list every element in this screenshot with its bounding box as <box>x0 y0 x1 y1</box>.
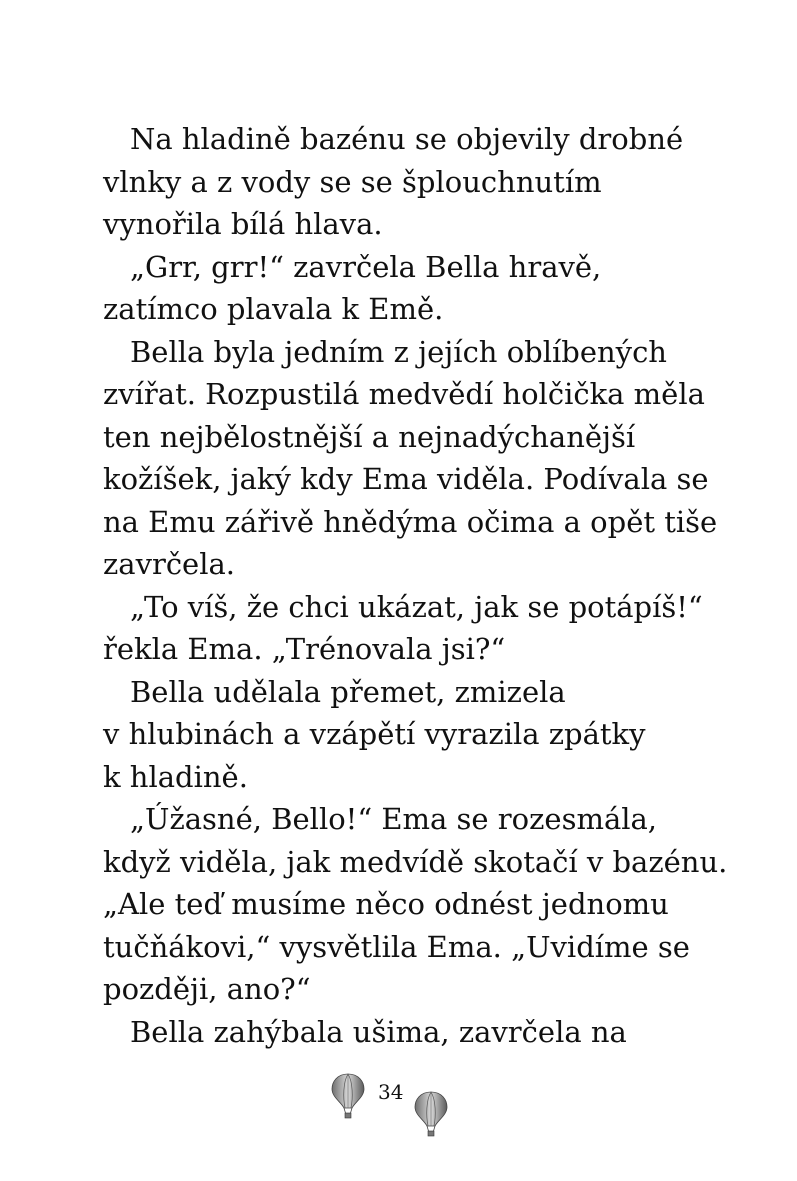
text-line: vynořila bílá hlava. <box>103 207 383 241</box>
text-line: k hladině. <box>103 760 248 794</box>
text-line: zvířat. Rozpustilá medvědí holčička měla <box>103 377 705 411</box>
text-line: kožíšek, jaký kdy Ema viděla. Podívala se <box>103 462 709 496</box>
text-line: když viděla, jak medvídě skotačí v bazénu. <box>103 845 728 879</box>
text-line: „To víš, že chci ukázat, jak se potápíš!“ <box>130 590 703 624</box>
text-line: řekla Ema. „Trénovala jsi?“ <box>103 632 506 666</box>
hot-air-balloon-icon <box>414 1090 448 1138</box>
text-line: vlnky a z vody se se šplouchnutím <box>103 165 602 199</box>
text-line: Bella byla jedním z jejích oblíbených <box>130 335 667 369</box>
text-line: Bella udělala přemet, zmizela <box>130 675 566 709</box>
text-line: „Ale teď musíme něco odnést jednomu <box>103 887 669 921</box>
text-line: na Emu zářivě hnědýma očima a opět tiše <box>103 505 718 539</box>
text-line: tučňákovi,“ vysvětlila Ema. „Uvidíme se <box>103 930 690 964</box>
text-line: Na hladině bazénu se objevily drobné <box>130 122 684 156</box>
page-number: 34 <box>378 1080 404 1104</box>
text-line: v hlubinách a vzápětí vyrazila zpátky <box>103 717 646 751</box>
text-line: Bella zahýbala ušima, zavrčela na <box>130 1015 627 1049</box>
hot-air-balloon-icon <box>331 1072 365 1120</box>
text-line: „Grr, grr!“ zavrčela Bella hravě, <box>130 250 602 284</box>
text-line: zatímco plavala k Emě. <box>103 292 444 326</box>
text-line: zavrčela. <box>103 547 236 581</box>
page-footer <box>0 1070 797 1140</box>
text-line: ten nejbělostnější a nejnadýchanější <box>103 420 636 454</box>
text-line: později, ano?“ <box>103 972 311 1006</box>
text-line: „Úžasné, Bello!“ Ema se rozesmála, <box>130 802 658 836</box>
